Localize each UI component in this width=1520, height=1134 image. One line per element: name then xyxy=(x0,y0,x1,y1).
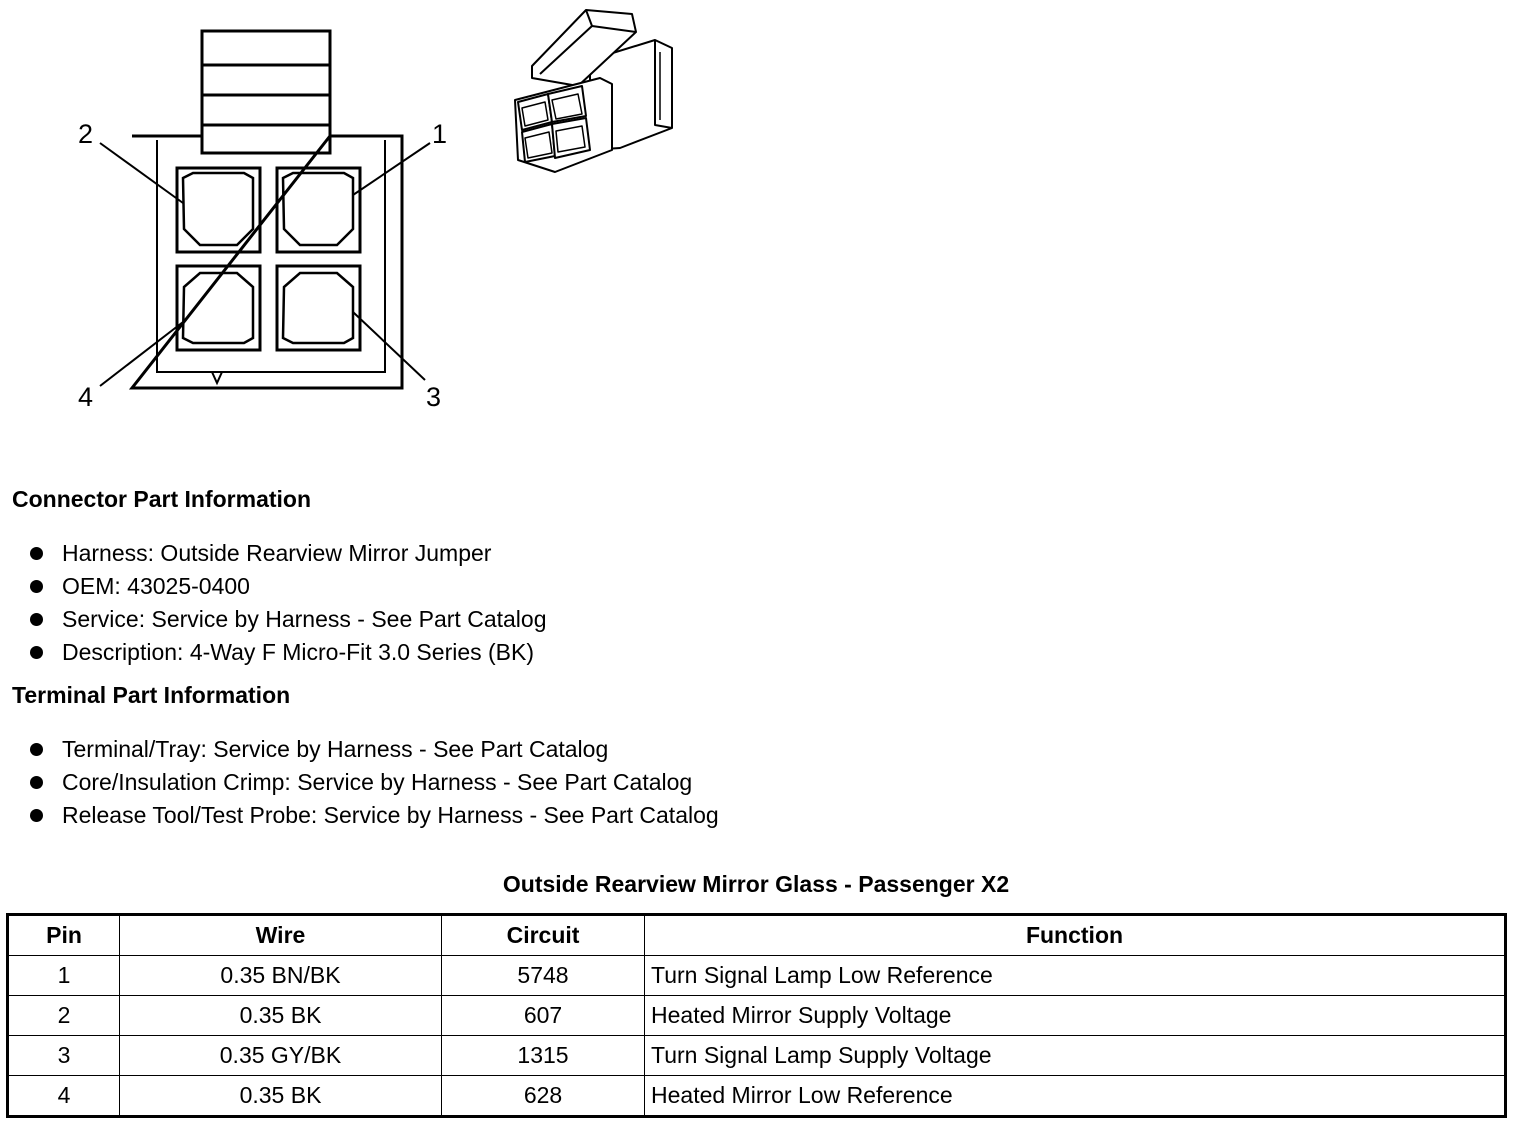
cell-pin: 3 xyxy=(8,1036,120,1076)
list-item-text: Description: 4-Way F Micro-Fit 3.0 Series (BK) xyxy=(62,639,535,665)
cell-circuit: 1315 xyxy=(442,1036,645,1076)
pinout-table xyxy=(6,913,1507,1118)
cell-circuit: 607 xyxy=(442,996,645,1036)
cell-pin: 1 xyxy=(8,956,120,996)
table-header-row xyxy=(8,915,1506,956)
list-item xyxy=(28,570,546,603)
pinout-table-title: Outside Rearview Mirror Glass - Passenger X2 xyxy=(502,871,1010,897)
table-row xyxy=(8,1036,1506,1076)
table-row xyxy=(8,996,1506,1036)
cell-circuit: 5748 xyxy=(442,956,645,996)
list-item xyxy=(28,636,546,669)
cell-pin: 4 xyxy=(8,1076,120,1117)
terminal-part-info-list xyxy=(28,733,719,832)
cell-pin: 2 xyxy=(8,996,120,1036)
header-circuit: Circuit xyxy=(442,915,645,956)
connector-face-diagram xyxy=(70,25,470,425)
bullet-icon xyxy=(30,776,43,789)
list-item-text: Harness: Outside Rearview Mirror Jumper xyxy=(62,540,492,566)
cell-wire: 0.35 BN/BK xyxy=(120,956,442,996)
bullet-icon xyxy=(30,613,43,626)
header-function: Function xyxy=(645,915,1506,956)
list-item xyxy=(28,537,546,570)
cell-function: Heated Mirror Supply Voltage xyxy=(645,996,1506,1036)
connector-part-info-heading: Connector Part Information xyxy=(12,486,312,512)
bullet-icon xyxy=(30,646,43,659)
list-item-text: Terminal/Tray: Service by Harness - See Part Catalog xyxy=(62,736,609,762)
terminal-part-info-heading: Terminal Part Information xyxy=(12,682,291,708)
list-item-text: Service: Service by Harness - See Part Catalog xyxy=(62,606,547,632)
list-item-text: OEM: 43025-0400 xyxy=(62,573,250,599)
list-item xyxy=(28,766,719,799)
cell-circuit: 628 xyxy=(442,1076,645,1117)
list-item xyxy=(28,799,719,832)
bullet-icon xyxy=(30,580,43,593)
header-pin: Pin xyxy=(8,915,120,956)
pin-label-2: 2 xyxy=(78,119,94,149)
list-item xyxy=(28,603,546,636)
list-item-text: Release Tool/Test Probe: Service by Harness - See Part Catalog xyxy=(62,802,719,828)
connector-part-info-list xyxy=(28,537,546,669)
cell-function: Turn Signal Lamp Supply Voltage xyxy=(645,1036,1506,1076)
cell-wire: 0.35 GY/BK xyxy=(120,1036,442,1076)
cell-function: Heated Mirror Low Reference xyxy=(645,1076,1506,1117)
bullet-icon xyxy=(30,547,43,560)
pin-label-4: 4 xyxy=(78,382,94,412)
list-item-text: Core/Insulation Crimp: Service by Harness - See Part Catalog xyxy=(62,769,693,795)
bullet-icon xyxy=(30,809,43,822)
pin-label-3: 3 xyxy=(426,382,442,412)
connector-isometric-drawing xyxy=(510,4,685,179)
cell-wire: 0.35 BK xyxy=(120,1076,442,1117)
cell-function: Turn Signal Lamp Low Reference xyxy=(645,956,1506,996)
header-wire: Wire xyxy=(120,915,442,956)
table-row xyxy=(8,1076,1506,1117)
table-row xyxy=(8,956,1506,996)
cell-wire: 0.35 BK xyxy=(120,996,442,1036)
pin-label-1: 1 xyxy=(432,119,448,149)
bullet-icon xyxy=(30,743,43,756)
list-item xyxy=(28,733,719,766)
